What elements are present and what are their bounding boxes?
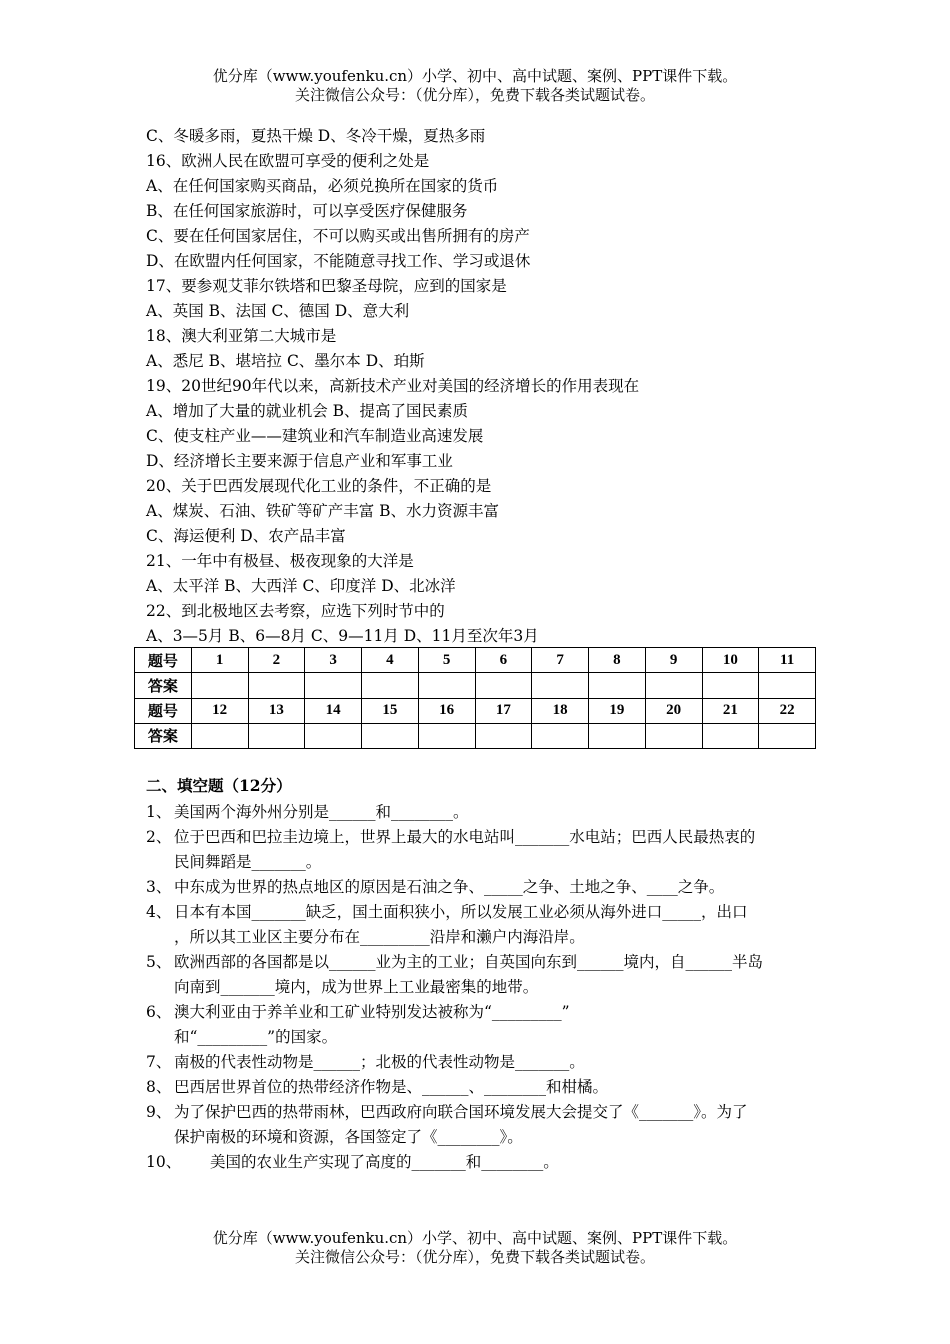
- item-number: 8、: [146, 1078, 172, 1096]
- answer-cell[interactable]: [589, 673, 646, 698]
- item-text: 民间舞蹈是_______。: [174, 853, 322, 871]
- answer-cell[interactable]: [532, 673, 589, 698]
- question-line: A、煤炭、石油、铁矿等矿产丰富 B、水力资源丰富: [146, 502, 500, 520]
- answer-cell[interactable]: [248, 723, 305, 748]
- question-number: 10: [702, 648, 759, 673]
- item-number: 9、: [146, 1103, 172, 1121]
- answer-cell[interactable]: [248, 673, 305, 698]
- question-line: 21、一年中有极昼、极夜现象的大洋是: [146, 552, 414, 570]
- item-text: 南极的代表性动物是______；北极的代表性动物是_______。: [174, 1053, 585, 1071]
- fill-item-1: [146, 800, 812, 825]
- question-number: 2: [248, 648, 305, 673]
- answer-table-answer-row: [135, 673, 816, 698]
- answer-cell[interactable]: [759, 673, 816, 698]
- question-line: 19、20世纪90年代以来，高新技术产业对美国的经济增长的作用表现在: [146, 377, 640, 395]
- question-line: A、增加了大量的就业机会 B、提高了国民素质: [146, 402, 469, 420]
- fill-item-5: [146, 950, 812, 1000]
- question-line: D、经济增长主要来源于信息产业和军事工业: [146, 452, 453, 470]
- question-number: 13: [248, 698, 305, 723]
- question-line: A、在任何国家购买商品，必须兑换所在国家的货币: [146, 177, 499, 195]
- question-number: 3: [305, 648, 362, 673]
- question-number: 12: [191, 698, 248, 723]
- fill-item-10: [146, 1150, 812, 1175]
- question-number: 18: [532, 698, 589, 723]
- question-number: 11: [759, 648, 816, 673]
- footer-line-2: 关注微信公众号：（优分库），免费下载各类试题试卷。: [294, 1248, 655, 1266]
- item-text: 位于巴西和巴拉圭边境上，世界上最大的水电站叫_______水电站；巴西人民最热衷的: [174, 828, 756, 846]
- question-number: 17: [475, 698, 532, 723]
- answer-cell[interactable]: [702, 673, 759, 698]
- question-line: B、在任何国家旅游时，可以享受医疗保健服务: [146, 202, 468, 220]
- question-number: 4: [362, 648, 419, 673]
- fill-item-4: [146, 900, 812, 950]
- item-text: 向南到_______境内，成为世界上工业最密集的地带。: [174, 978, 539, 996]
- question-line: C、要在任何国家居住，不可以购买或出售所拥有的房产: [146, 227, 530, 245]
- question-number: 1: [191, 648, 248, 673]
- answer-cell[interactable]: [191, 673, 248, 698]
- question-line: C、使支柱产业——建筑业和汽车制造业高速发展: [146, 427, 484, 445]
- question-line: A、英国 B、法国 C、德国 D、意大利: [146, 302, 410, 320]
- question-number: 14: [305, 698, 362, 723]
- answer-cell[interactable]: [362, 673, 419, 698]
- question-number: 9: [645, 648, 702, 673]
- fill-item-3: [146, 875, 812, 900]
- answer-cell[interactable]: [305, 723, 362, 748]
- item-text: 巴西居世界首位的热带经济作物是、______、________和柑橘。: [174, 1078, 609, 1096]
- item-number: 4、: [146, 903, 172, 921]
- item-text: 中东成为世界的热点地区的原因是石油之争、_____之争、土地之争、____之争。: [174, 878, 725, 896]
- question-line: 20、关于巴西发展现代化工业的条件，不正确的是: [146, 477, 492, 495]
- answer-cell[interactable]: [759, 723, 816, 748]
- item-number: 1、: [146, 803, 172, 821]
- question-number-label: 题号: [135, 698, 192, 723]
- question-line: A、太平洋 B、大西洋 C、印度洋 D、北冰洋: [146, 577, 456, 595]
- answer-table-number-row: [135, 698, 816, 723]
- answer-cell[interactable]: [191, 723, 248, 748]
- item-text: 日本有本国_______缺乏，国土面积狭小，所以发展工业必须从海外进口_____，出口: [174, 903, 748, 921]
- item-number: 3、: [146, 878, 172, 896]
- answer-cell[interactable]: [475, 673, 532, 698]
- answer-label: 答案: [135, 723, 192, 748]
- footer-line-1: 优分库（www.youfenku.cn）小学、初中、高中试题、案例、PPT课件下载。: [212, 1229, 738, 1247]
- item-text: 和“_________”的国家。: [174, 1028, 338, 1046]
- question-number: 19: [589, 698, 646, 723]
- item-text: 美国两个海外州分别是______和________。: [174, 803, 469, 821]
- fill-item-8: [146, 1075, 812, 1100]
- question-number: 22: [759, 698, 816, 723]
- item-number: 2、: [146, 828, 172, 846]
- section-title: 二、填空题（12分）: [146, 776, 292, 795]
- item-number: 5、: [146, 953, 172, 971]
- answer-cell[interactable]: [362, 723, 419, 748]
- answer-cell[interactable]: [589, 723, 646, 748]
- answer-cell[interactable]: [305, 673, 362, 698]
- question-line: 18、澳大利亚第二大城市是: [146, 327, 337, 345]
- item-text: 澳大利亚由于养羊业和工矿业特别发达被称为“_________”: [174, 1003, 570, 1021]
- item-text: 为了保护巴西的热带雨林，巴西政府向联合国环境发展大会提交了《_______》。为了: [174, 1103, 748, 1121]
- answer-label: 答案: [135, 673, 192, 698]
- item-number: 6、: [146, 1003, 172, 1021]
- item-text: 欧洲西部的各国都是以______业为主的工业；自英国向东到______境内，自______半岛: [174, 953, 764, 971]
- answer-cell[interactable]: [645, 673, 702, 698]
- answer-table-number-row: [135, 648, 816, 673]
- answer-cell[interactable]: [418, 673, 475, 698]
- question-line: 22、到北极地区去考察，应选下列时节中的: [146, 602, 445, 620]
- question-number-label: 题号: [135, 648, 192, 673]
- question-line: 17、要参观艾菲尔铁塔和巴黎圣母院，应到的国家是: [146, 277, 507, 295]
- question-number: 5: [418, 648, 475, 673]
- question-line: C、冬暖多雨，夏热干燥 D、冬冷干燥，夏热多雨: [146, 127, 486, 145]
- answer-cell[interactable]: [702, 723, 759, 748]
- answer-cell[interactable]: [475, 723, 532, 748]
- question-number: 15: [362, 698, 419, 723]
- item-text: ，所以其工业区主要分布在_________沿岸和濑户内海沿岸。: [174, 928, 585, 946]
- question-line: C、海运便利 D、农产品丰富: [146, 527, 346, 545]
- question-number: 21: [702, 698, 759, 723]
- question-line: 16、欧洲人民在欧盟可享受的便利之处是: [146, 152, 430, 170]
- answer-cell[interactable]: [532, 723, 589, 748]
- item-text: 美国的农业生产实现了高度的_______和________。: [210, 1153, 559, 1171]
- item-number: 10、: [146, 1153, 182, 1171]
- question-number: 6: [475, 648, 532, 673]
- fill-item-7: [146, 1050, 812, 1075]
- fill-item-6: [146, 1000, 812, 1050]
- question-number: 8: [589, 648, 646, 673]
- question-line: A、3—5月 B、6—8月 C、9—11月 D、11月至次年3月: [146, 627, 539, 645]
- answer-cell[interactable]: [645, 723, 702, 748]
- page-footer: [0, 1229, 950, 1267]
- fill-item-9: [146, 1100, 812, 1150]
- question-number: 16: [418, 698, 475, 723]
- item-text: 保护南极的环境和资源，各国签定了《________》。: [174, 1128, 523, 1146]
- question-line: D、在欧盟内任何国家，不能随意寻找工作、学习或退休: [146, 252, 531, 270]
- question-line: A、悉尼 B、堪培拉 C、墨尔本 D、珀斯: [146, 352, 425, 370]
- question-number: 7: [532, 648, 589, 673]
- question-number: 20: [645, 698, 702, 723]
- header-line-2: 关注微信公众号：（优分库），免费下载各类试题试卷。: [294, 86, 655, 104]
- fill-item-2: [146, 825, 812, 875]
- item-number: 7、: [146, 1053, 172, 1071]
- page-header: [0, 67, 950, 105]
- answer-cell[interactable]: [418, 723, 475, 748]
- header-line-1: 优分库（www.youfenku.cn）小学、初中、高中试题、案例、PPT课件下载。: [212, 67, 738, 85]
- answer-table: [134, 647, 816, 749]
- answer-table-answer-row: [135, 723, 816, 748]
